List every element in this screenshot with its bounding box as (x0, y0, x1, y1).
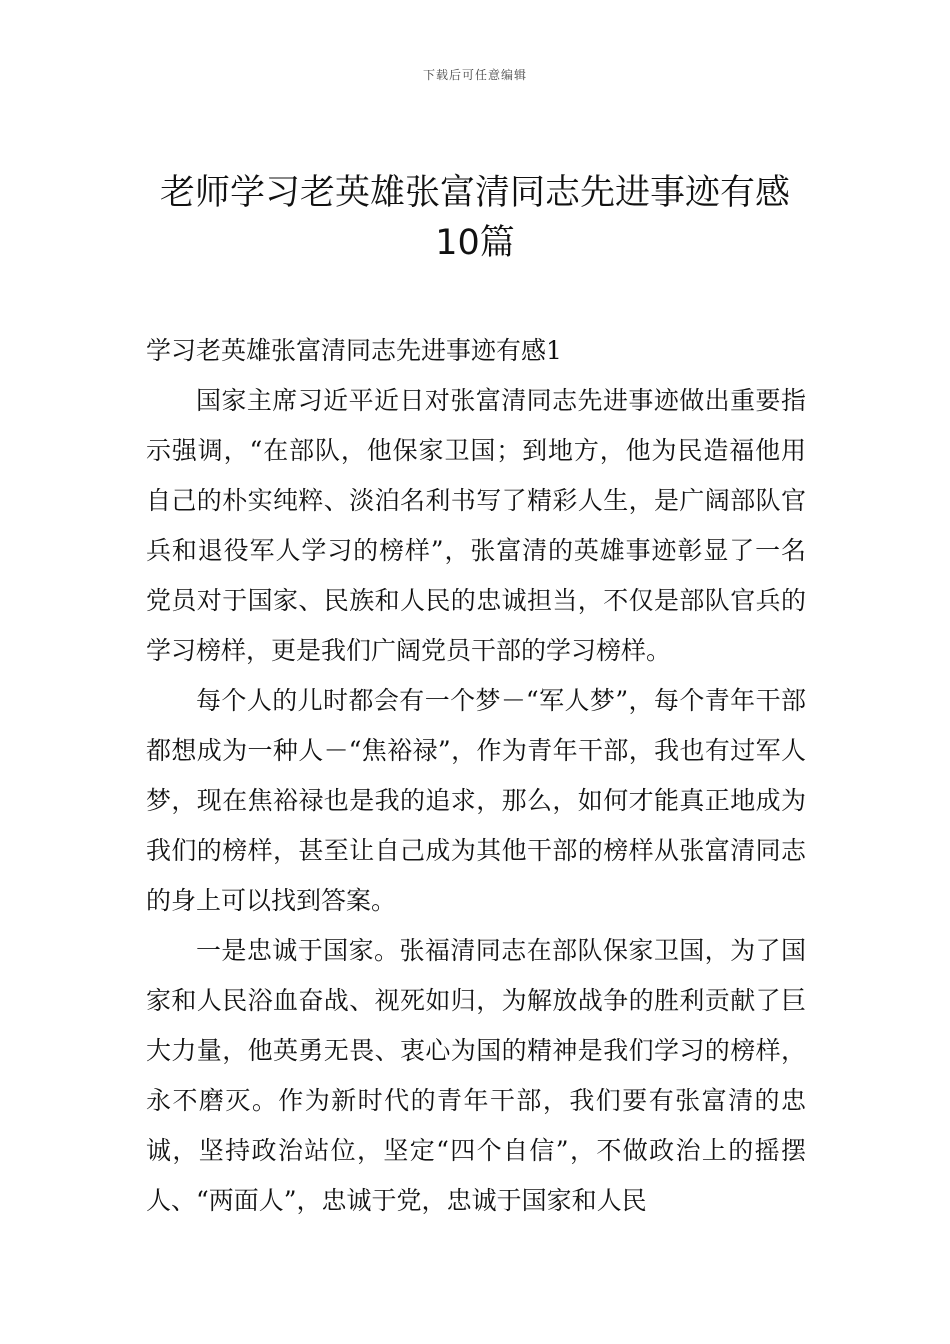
page-title (100, 168, 850, 268)
title-line-1: 老师学习老英雄张富清同志先进事迹有感 (159, 173, 790, 213)
section-heading: 学习老英雄张富清同志先进事迹有感1 (146, 336, 562, 365)
paragraph: 一是忠诚于国家。张福清同志在部队保家卫国，为了国家和人民浴血奋战、视死如归，为解放战争的胜利贡献了巨大力量，他英勇无畏、衷心为国的精神是我们学习的榜样，永不磨灭。作为新时代的青年干部，我们要有张富清的忠诚，坚持政治站位，坚定“四个自信”，不做政治上的摇摆人、“两面人”，忠诚于党，忠诚于国家和人民 (146, 936, 806, 1215)
header-note: 下载后可任意编辑 (422, 68, 527, 82)
paragraph: 每个人的儿时都会有一个梦－“军人梦”，每个青年干部都想成为一种人－“焦裕禄”，作为青年干部，我也有过军人梦，现在焦裕禄也是我的追求，那么，如何才能真正地成为我们的榜样，甚至让自己成为其他干部的榜样从张富清同志的身上可以找到答案。 (146, 686, 806, 915)
title-line-2: 10篇 (435, 223, 515, 263)
document-body (146, 326, 806, 1226)
paragraph: 国家主席习近平近日对张富清同志先进事迹做出重要指示强调，“在部队，他保家卫国；到地方，他为民造福他用自己的朴实纯粹、淡泊名利书写了精彩人生，是广阔部队官兵和退役军人学习的榜样”，张富清的英雄事迹彰显了一名党员对于国家、民族和人民的忠诚担当，不仅是部队官兵的学习榜样，更是我们广阔党员干部的学习榜样。 (146, 386, 806, 665)
